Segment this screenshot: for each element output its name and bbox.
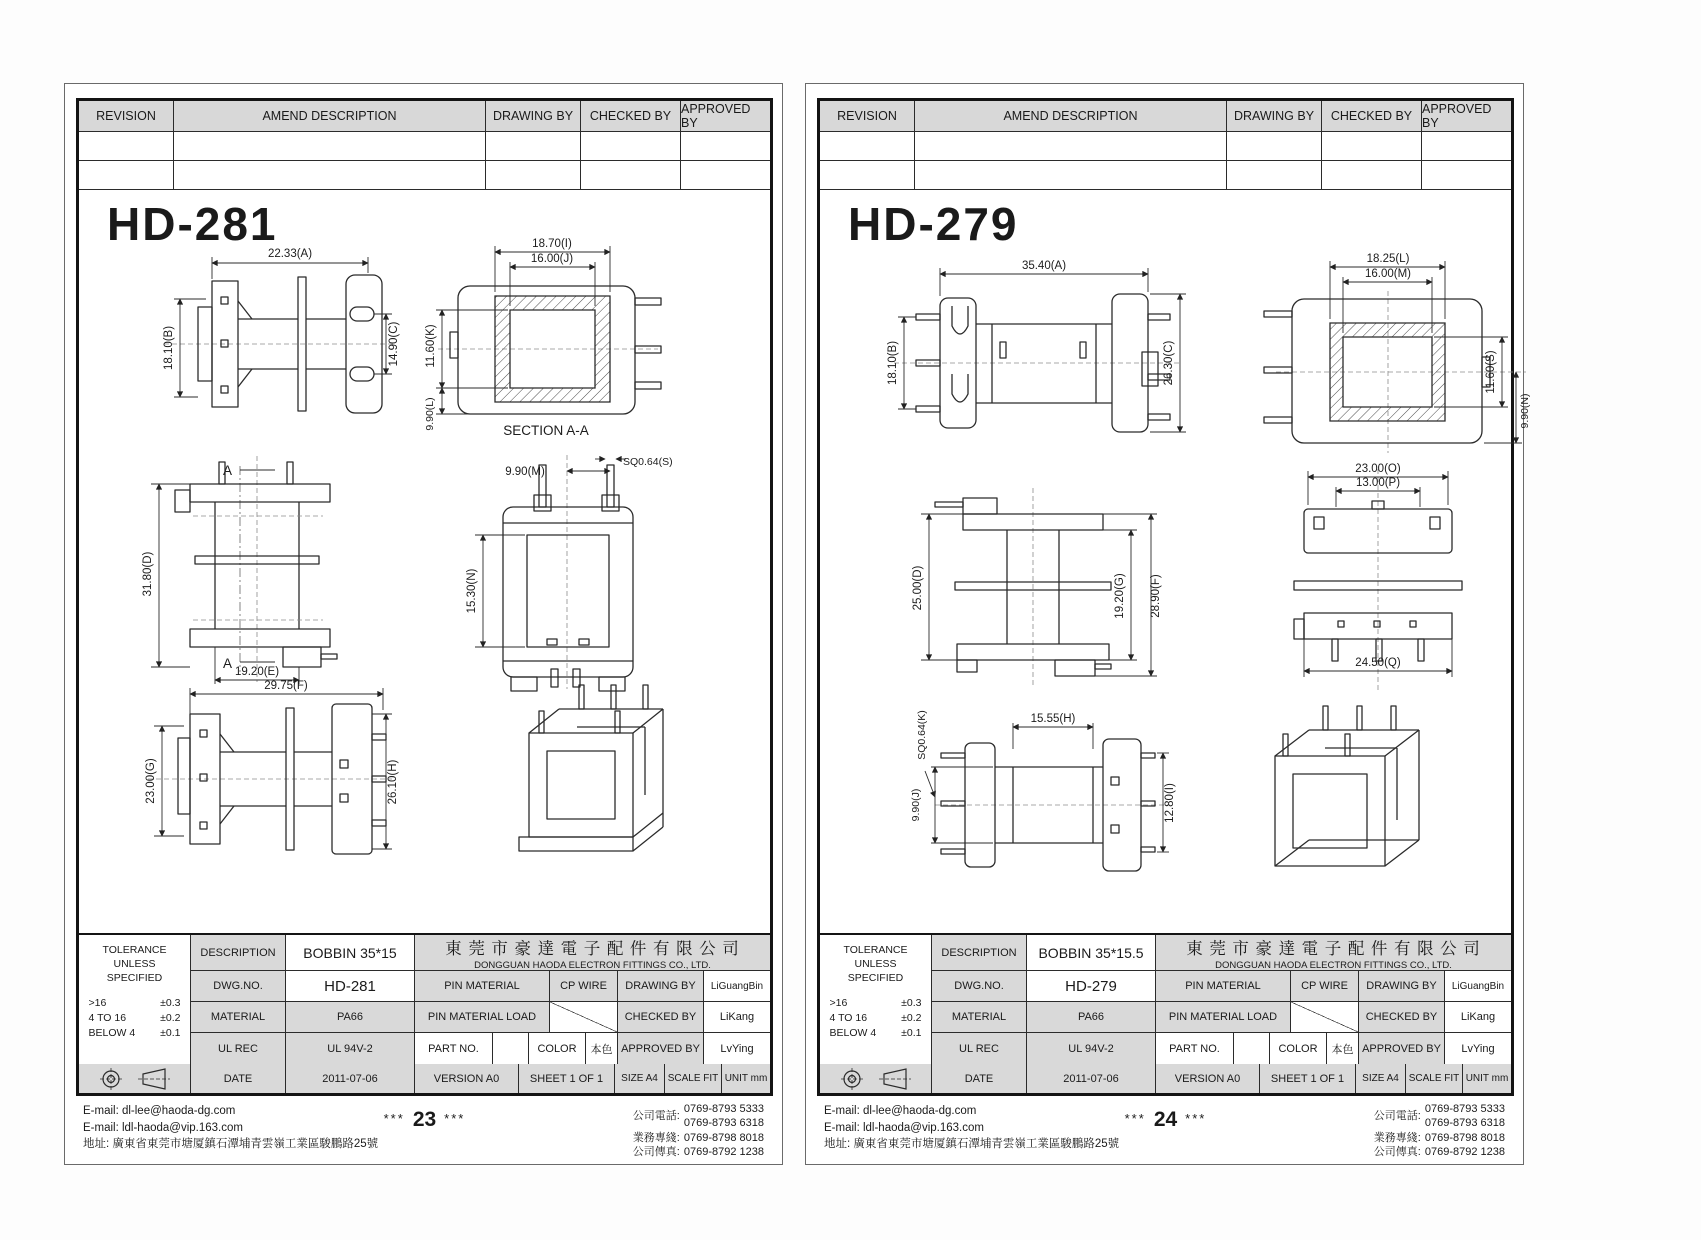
material-label: MATERIAL (932, 1002, 1027, 1032)
page-hd-281 (64, 83, 783, 1165)
company-name-en: DONGGUAN HAODA ELECTRON FITTINGS CO., LTD. (1215, 959, 1452, 970)
dimension-label: 29.75(F) (264, 680, 308, 692)
tolerance-range: >16 (88, 996, 107, 1009)
isometric-view-drawing (495, 669, 700, 879)
cut-label-bottom: A (222, 656, 232, 671)
section-view-drawing (420, 234, 665, 439)
part-outline (935, 498, 1111, 676)
part-outline (175, 462, 337, 667)
size-cell: SIZE A4 (1356, 1064, 1406, 1093)
pin-material-load-value (1291, 1002, 1359, 1032)
dimension-label: 22.33(A) (267, 248, 313, 260)
part-no-label: PART NO. (1156, 1033, 1234, 1064)
side-view-drawing (905, 476, 1165, 691)
checked-by-label: CHECKED BY (1359, 1002, 1445, 1032)
dimension-label: 19.20(G) (1114, 573, 1126, 619)
page-hd-279 (805, 83, 1531, 1165)
projection-symbol-circle-icon (99, 1067, 123, 1091)
tolerance-value: ±0.2 (901, 1011, 922, 1024)
material-value: PA66 (1027, 1002, 1156, 1032)
revision-empty-row (820, 161, 1511, 190)
color-label: COLOR (1270, 1033, 1327, 1064)
front-view (880, 256, 1190, 456)
projection-symbol-cone-icon (137, 1068, 171, 1090)
hatched-core-section (1330, 323, 1445, 421)
front-pins-view-drawing (140, 674, 400, 879)
date-value: 2011-07-06 (286, 1064, 415, 1093)
dimension-label: 31.80(D) (142, 551, 154, 597)
tolerance-value: ±0.3 (901, 996, 922, 1009)
scale-cell: SCALE FIT (1406, 1064, 1463, 1093)
approved-by-value: LvYing (1445, 1033, 1511, 1064)
tolerance-cell (820, 935, 932, 1064)
bottom-view-drawing (905, 691, 1180, 906)
ul-rec-label: UL REC (932, 1033, 1027, 1064)
projection-symbol-cone-icon (878, 1068, 912, 1090)
section-view-drawing (1240, 251, 1535, 461)
company-name-cn: 東 莞 市 豪 達 電 子 配 件 有 限 公 司 (445, 939, 740, 958)
dimension-label: 16.00(M) (1364, 268, 1412, 280)
part-outline (519, 685, 663, 851)
tolerance-value: ±0.2 (160, 1011, 181, 1024)
projection-symbols-cell (79, 1064, 191, 1093)
part-no-value (493, 1033, 529, 1064)
sheet-cell: SHEET 1 OF 1 (519, 1064, 615, 1093)
part-number-title: HD-279 (848, 198, 1019, 250)
tolerance-value: ±0.3 (160, 996, 181, 1009)
approved-by-value: LvYing (704, 1033, 770, 1064)
checked-by-value: LiKang (704, 1002, 770, 1032)
footer-phones (633, 1102, 764, 1159)
checked-by-header: CHECKED BY (581, 101, 681, 131)
pin-material-load-label: PIN MATERIAL LOAD (415, 1002, 550, 1032)
dwg-no-value: HD-281 (286, 971, 415, 1001)
part-no-value (1234, 1033, 1270, 1064)
tolerance-cell (79, 935, 191, 1064)
side-view-drawing (135, 444, 375, 689)
pin-material-load-value (550, 1002, 618, 1032)
page-footer (65, 1100, 784, 1162)
projection-symbols-cell (820, 1064, 932, 1093)
description-label: DESCRIPTION (191, 935, 286, 970)
title-block (79, 933, 770, 1093)
dimension-label: 18.10(B) (163, 325, 175, 371)
color-value: 本色 (1327, 1033, 1359, 1064)
dimension-label: 23.00(G) (145, 758, 157, 804)
top-view-drawing (1250, 461, 1500, 696)
front-view-drawing (880, 256, 1190, 451)
date-label: DATE (932, 1064, 1027, 1093)
phone-2: 0769-8793 6318 (683, 1117, 764, 1130)
dimension-label: 14.90(C) (388, 321, 400, 367)
footer-email-1: E-mail: dl-lee@haoda-dg.com (824, 1105, 977, 1117)
tolerance-title-line: SPECIFIED (106, 972, 163, 985)
dimension-label: 25.00(D) (912, 565, 924, 611)
revision-header: REVISION (79, 101, 174, 131)
fax-label: 公司傳真: (632, 1145, 680, 1158)
drawing-frame (76, 98, 773, 1096)
dimension-label: 26.10(H) (387, 759, 399, 805)
amend-description-header: AMEND DESCRIPTION (915, 101, 1227, 131)
revision-empty-row (79, 161, 770, 190)
side-view (905, 476, 1165, 696)
side-view (135, 444, 375, 694)
dimension-label: 18.10(B) (887, 340, 899, 386)
color-value: 本色 (586, 1033, 618, 1064)
isometric-view-drawing (1245, 686, 1460, 906)
scale-cell: SCALE FIT (665, 1064, 722, 1093)
cut-label-top: A (222, 463, 232, 478)
ul-rec-label: UL REC (191, 1033, 286, 1064)
approved-by-label: APPROVED BY (1359, 1033, 1445, 1064)
section-view (420, 234, 665, 444)
hotline-value: 0769-8798 8018 (683, 1131, 764, 1144)
unit-cell: UNIT mm (722, 1064, 770, 1093)
dimension-label: SQ0.64(S) (623, 456, 673, 468)
dimension-label: 9.90(J) (910, 788, 922, 822)
page-number-stars: *** (383, 1111, 405, 1126)
phone-label: 公司電話: (1373, 1110, 1421, 1123)
description-value: BOBBIN 35*15.5 (1027, 935, 1156, 970)
description-label: DESCRIPTION (932, 935, 1027, 970)
amend-description-header: AMEND DESCRIPTION (174, 101, 486, 131)
dimension-label: 9.90(N) (1519, 393, 1531, 429)
dimension-label: 11.60(S) (1485, 350, 1497, 394)
part-outline (198, 275, 382, 413)
pin-material-label: PIN MATERIAL (415, 971, 550, 1001)
tolerance-range: 4 TO 16 (88, 1011, 127, 1024)
drawing-by-value: LiGuangBin (1445, 971, 1511, 1001)
dimension-label: 23.00(O) (1355, 463, 1401, 475)
dimension-label: 16.00(J) (530, 253, 574, 265)
date-value: 2011-07-06 (1027, 1064, 1156, 1093)
company-cell (1156, 935, 1511, 970)
tolerance-title-line: TOLERANCE (843, 944, 908, 956)
tolerance-title-line: UNLESS (113, 958, 156, 971)
page-number-stars: *** (1185, 1111, 1207, 1126)
front-view (150, 239, 400, 439)
revision-empty-row (79, 132, 770, 161)
company-name-cn: 東 莞 市 豪 達 電 子 配 件 有 限 公 司 (1186, 939, 1481, 958)
description-value: BOBBIN 35*15 (286, 935, 415, 970)
size-cell: SIZE A4 (615, 1064, 665, 1093)
hotline-value: 0769-8798 8018 (1424, 1131, 1505, 1144)
tolerance-range: >16 (829, 996, 848, 1009)
dwg-no-label: DWG.NO. (932, 971, 1027, 1001)
revision-table (79, 101, 770, 190)
dimension-label: 12.80(I) (1164, 783, 1176, 823)
pin-material-value: CP WIRE (1291, 971, 1359, 1001)
isometric-view (495, 669, 700, 884)
dimension-label: 15.55(H) (1030, 713, 1076, 725)
pin-material-value: CP WIRE (550, 971, 618, 1001)
footer-phones (1374, 1102, 1505, 1159)
footer-address: 地址: 廣東省東莞市塘厦鎮石潭埔青雲嶺工業區駿鵬路25號 (83, 1138, 379, 1151)
material-value: PA66 (286, 1002, 415, 1032)
footer-email-2: E-mail: ldl-haoda@vip.163.com (83, 1121, 243, 1134)
tolerance-title-line: UNLESS (854, 958, 897, 971)
dimension-label: 15.30(N) (466, 568, 478, 614)
top-view-drawing (455, 439, 685, 694)
footer-email-1: E-mail: dl-lee@haoda-dg.com (83, 1105, 236, 1117)
checked-by-label: CHECKED BY (618, 1002, 704, 1032)
title-block-bottom-row (820, 1064, 1511, 1093)
phone-1: 0769-8793 5333 (1424, 1103, 1505, 1115)
approved-by-header: APPROVED BY (1422, 102, 1492, 130)
sheet-cell: SHEET 1 OF 1 (1260, 1064, 1356, 1093)
pin-material-load-label: PIN MATERIAL LOAD (1156, 1002, 1291, 1032)
fax-label: 公司傳真: (1373, 1145, 1421, 1158)
dimension-label: 28.90(F) (1150, 574, 1162, 618)
dimension-label: 18.25(L) (1366, 253, 1410, 265)
dwg-no-label: DWG.NO. (191, 971, 286, 1001)
page-number-value: 23 (412, 1108, 437, 1131)
tolerance-value: ±0.1 (901, 1026, 922, 1039)
top-view (455, 439, 685, 699)
front-view-drawing (150, 239, 400, 434)
company-name-en: DONGGUAN HAODA ELECTRON FITTINGS CO., LTD. (474, 959, 711, 970)
approved-by-header: APPROVED BY (681, 102, 751, 130)
hotline-label: 業務專綫: (1373, 1131, 1421, 1144)
tolerance-range: BELOW 4 (829, 1026, 877, 1039)
page-number-value: 24 (1153, 1108, 1178, 1131)
version-cell: VERSION A0 (1156, 1064, 1260, 1093)
section-view (1240, 251, 1535, 466)
part-number-title: HD-281 (107, 198, 278, 250)
checked-by-value: LiKang (1445, 1002, 1511, 1032)
drawing-by-header: DRAWING BY (1227, 101, 1322, 131)
drawing-by-value: LiGuangBin (704, 971, 770, 1001)
dimension-label: 35.40(A) (1021, 260, 1067, 272)
ul-rec-value: UL 94V-2 (1027, 1033, 1156, 1064)
dimension-label: 24.50(Q) (1355, 657, 1401, 669)
top-view (1250, 461, 1500, 701)
isometric-view (1245, 686, 1460, 911)
company-cell (415, 935, 770, 970)
part-outline (1275, 706, 1419, 866)
tolerance-title-line: SPECIFIED (847, 972, 904, 985)
revision-header-row (79, 101, 770, 132)
dimension-label: 19.20(E) (234, 666, 280, 678)
checked-by-header: CHECKED BY (1322, 101, 1422, 131)
dimension-label: 18.70(I) (532, 238, 572, 250)
revision-empty-row (820, 132, 1511, 161)
unit-cell: UNIT mm (1463, 1064, 1511, 1093)
tolerance-title-line: TOLERANCE (102, 944, 167, 956)
front-view-with-pins (140, 674, 400, 884)
dimension-label: 11.60(K) (425, 324, 437, 368)
footer-email-2: E-mail: ldl-haoda@vip.163.com (824, 1121, 984, 1134)
part-outline (503, 465, 633, 691)
drawing-by-label: DRAWING BY (618, 971, 704, 1001)
page-footer (806, 1100, 1525, 1162)
tolerance-range: 4 TO 16 (829, 1011, 868, 1024)
fax-value: 0769-8792 1238 (1424, 1145, 1505, 1158)
ul-rec-value: UL 94V-2 (286, 1033, 415, 1064)
part-no-label: PART NO. (415, 1033, 493, 1064)
phone-2: 0769-8793 6318 (1424, 1117, 1505, 1130)
tolerance-range: BELOW 4 (88, 1026, 136, 1039)
page-number-stars: *** (444, 1111, 466, 1126)
material-label: MATERIAL (191, 1002, 286, 1032)
title-block (820, 933, 1511, 1093)
drawing-by-label: DRAWING BY (1359, 971, 1445, 1001)
footer-address: 地址: 廣東省東莞市塘厦鎮石潭埔青雲嶺工業區駿鵬路25號 (824, 1138, 1120, 1151)
bottom-view (905, 691, 1180, 911)
page-number-stars: *** (1124, 1111, 1146, 1126)
section-label: SECTION A-A (503, 423, 589, 438)
date-label: DATE (191, 1064, 286, 1093)
drawing-by-header: DRAWING BY (486, 101, 581, 131)
part-outline (178, 704, 386, 854)
dwg-no-value: HD-279 (1027, 971, 1156, 1001)
dimension-label: 13.00(P) (1355, 477, 1401, 489)
revision-table (820, 101, 1511, 190)
projection-symbol-circle-icon (840, 1067, 864, 1091)
revision-header: REVISION (820, 101, 915, 131)
fax-value: 0769-8792 1238 (683, 1145, 764, 1158)
hotline-label: 業務專綫: (632, 1131, 680, 1144)
dimension-label: 9.90(L) (424, 397, 436, 431)
revision-header-row (820, 101, 1511, 132)
version-cell: VERSION A0 (415, 1064, 519, 1093)
dimension-label: 9.90(M) (505, 466, 545, 478)
pin-material-label: PIN MATERIAL (1156, 971, 1291, 1001)
dimension-label: 26.30(C) (1163, 340, 1175, 386)
title-block-bottom-row (79, 1064, 770, 1093)
approved-by-label: APPROVED BY (618, 1033, 704, 1064)
phone-1: 0769-8793 5333 (683, 1103, 764, 1115)
drawing-frame (817, 98, 1531, 1096)
dimension-label: SQ0.64(K) (916, 710, 928, 760)
color-label: COLOR (529, 1033, 586, 1064)
phone-label: 公司電話: (632, 1110, 680, 1123)
tolerance-value: ±0.1 (160, 1026, 181, 1039)
